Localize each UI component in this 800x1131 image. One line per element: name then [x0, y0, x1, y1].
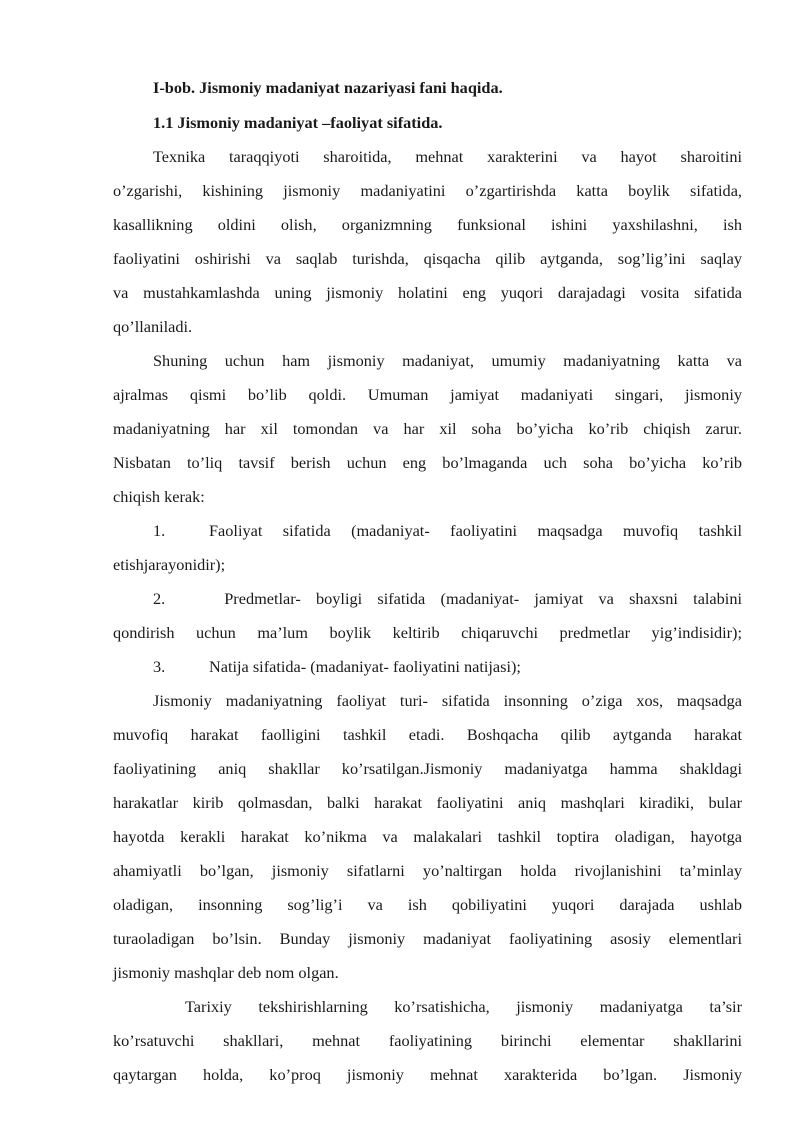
text-line: va mustahkamlashda uning jismoniy holatini eng yuqori darajadagi vosita sifatida — [113, 283, 742, 302]
text-line: jismoniy mashqlar deb nom olgan. — [113, 963, 339, 982]
list-item — [113, 514, 742, 548]
text-line: Nisbatan to’liq tavsif berish uchun eng bo’lmaganda uch soha bo’yicha ko’rib — [113, 453, 742, 472]
paragraph-2 — [113, 344, 742, 514]
text-line: madaniyatning har xil tomondan va har xil soha bo’yicha ko’rib chiqish zarur. — [113, 419, 742, 438]
section-heading: 1.1 Jismoniy madaniyat –faoliyat sifatida. — [153, 113, 443, 132]
text-line: ahamiyatli bo’lgan, jismoniy sifatlarni yo’naltirgan holda rivojlanishini ta’minlay — [113, 861, 742, 880]
text-line: Tarixiy tekshirishlarning ko’rsatishicha, jismoniy madaniyatga ta’sir — [185, 997, 742, 1016]
text-line: hayotda kerakli harakat ko’nikma va malakalari tashkil toptira oladigan, hayotga — [113, 827, 742, 846]
chapter-heading: I-bob. Jismoniy madaniyat nazariyasi fani haqida. — [153, 78, 503, 97]
text-line: Jismoniy madaniyatning faoliyat turi- sifatida insonning o’ziga xos, maqsadga — [153, 691, 742, 710]
list-item — [113, 582, 742, 616]
text-line: Texnika taraqqiyoti sharoitida, mehnat xarakterini va hayot sharoitini — [153, 147, 742, 166]
text-line: ajralmas qismi bo’lib qoldi. Umuman jamiyat madaniyati singari, jismoniy — [113, 385, 742, 404]
text-line: turaoladigan bo’lsin. Bunday jismoniy madaniyat faoliyatining asosiy elementlari — [113, 929, 742, 948]
paragraph-4 — [113, 990, 742, 1092]
text-line: qaytargan holda, ko’proq jismoniy mehnat xarakterida bo’lgan. Jismoniy — [113, 1065, 742, 1084]
text-line: kasallikning oldini olish, organizmning funksional ishini yaxshilashni, ish — [113, 215, 742, 234]
text-line: qo’llaniladi. — [113, 317, 193, 336]
text-line: harakatlar kirib qolmasdan, balki harakat faoliyatini aniq mashqlari kiradiki, bular — [113, 793, 742, 812]
text-line: faoliyatining aniq shakllar ko’rsatilgan.Jismoniy madaniyatga hamma shakldagi — [113, 759, 742, 778]
paragraph-1 — [113, 140, 742, 344]
text-line: faoliyatini oshirishi va saqlab turishda, qisqacha qilib aytganda, sog’lig’ini saqlay — [113, 249, 742, 268]
text-line: oladigan, insonning sog’lig’i va ish qobiliyatini yuqori darajada ushlab — [113, 895, 742, 914]
list-item — [113, 650, 742, 684]
list-item-text: Predmetlar- boyligi sifatida (madaniyat- jamiyat va shaxsni talabini — [209, 589, 742, 608]
list-item-text: Faoliyat sifatida (madaniyat- faoliyatini maqsadga muvofiq tashkil — [209, 521, 742, 540]
numbered-list — [113, 514, 742, 684]
list-item-number: 2. — [153, 589, 166, 608]
text-line: Shuning uchun ham jismoniy madaniyat, umumiy madaniyatning katta va — [153, 351, 742, 370]
list-item-text: Natija sifatida- (madaniyat- faoliyatini natijasi); — [209, 657, 521, 676]
list-item-continuation: qondirish uchun ma’lum boylik keltirib chiqaruvchi predmetlar yig’indisidir); — [113, 623, 742, 642]
list-item-number: 1. — [153, 521, 166, 540]
text-line: ko’rsatuvchi shakllari, mehnat faoliyatining birinchi elementar shakllarini — [113, 1031, 742, 1050]
text-line: muvofiq harakat faolligini tashkil etadi. Boshqacha qilib aytganda harakat — [113, 725, 742, 744]
text-line: chiqish kerak: — [113, 487, 205, 506]
list-item-continuation: etishjarayonidir); — [113, 555, 226, 574]
list-item-number: 3. — [153, 657, 166, 676]
page-content — [113, 70, 742, 1092]
paragraph-3 — [113, 684, 742, 990]
text-line: o’zgarishi, kishining jismoniy madaniyatini o’zgartirishda katta boylik sifatida, — [113, 181, 742, 200]
